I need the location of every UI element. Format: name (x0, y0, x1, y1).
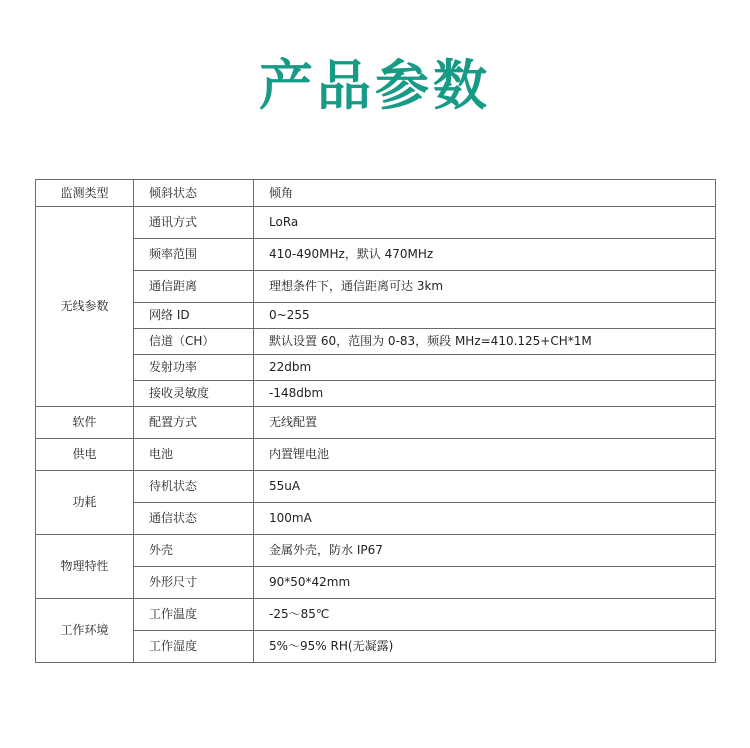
param-value-cell: 内置锂电池 (254, 439, 716, 471)
page-title: 产品参数 (259, 54, 491, 117)
param-value-cell: 100mA (254, 503, 716, 535)
param-value-cell: 22dbm (254, 355, 716, 381)
param-value-cell: 410-490MHz，默认 470MHz (254, 239, 716, 271)
param-name-cell: 工作湿度 (134, 631, 254, 663)
header-cell-monitor-type: 监测类型 (36, 180, 134, 207)
table-row (36, 535, 716, 567)
param-name-cell: 通讯方式 (134, 207, 254, 239)
param-name-cell: 通信状态 (134, 503, 254, 535)
param-name-cell: 工作温度 (134, 599, 254, 631)
table-row (36, 303, 716, 329)
table-row (36, 355, 716, 381)
param-name-cell: 接收灵敏度 (134, 381, 254, 407)
param-name-cell: 外壳 (134, 535, 254, 567)
spec-table-body (36, 180, 716, 663)
table-row (36, 329, 716, 355)
table-row (36, 207, 716, 239)
param-value-cell: 默认设置 60，范围为 0-83，频段 MHz=410.125+CH*1M (254, 329, 716, 355)
param-value-cell: 理想条件下，通信距离可达 3km (254, 271, 716, 303)
param-name-cell: 待机状态 (134, 471, 254, 503)
param-value-cell: 0~255 (254, 303, 716, 329)
param-value-cell: 90*50*42mm (254, 567, 716, 599)
param-name-cell: 电池 (134, 439, 254, 471)
header-cell-tilt-state: 倾斜状态 (134, 180, 254, 207)
category-cell: 功耗 (36, 471, 134, 535)
table-row (36, 471, 716, 503)
header-cell-tilt-angle: 倾角 (254, 180, 716, 207)
table-row (36, 599, 716, 631)
param-name-cell: 配置方式 (134, 407, 254, 439)
category-cell: 工作环境 (36, 599, 134, 663)
table-row (36, 503, 716, 535)
param-name-cell: 外形尺寸 (134, 567, 254, 599)
table-row (36, 567, 716, 599)
param-value-cell: 5%～95% RH(无凝露) (254, 631, 716, 663)
table-row (36, 631, 716, 663)
category-cell: 物理特性 (36, 535, 134, 599)
param-value-cell: 金属外壳，防水 IP67 (254, 535, 716, 567)
param-value-cell: 无线配置 (254, 407, 716, 439)
param-value-cell: 55uA (254, 471, 716, 503)
table-row (36, 271, 716, 303)
category-cell: 软件 (36, 407, 134, 439)
param-name-cell: 信道（CH） (134, 329, 254, 355)
param-name-cell: 网络 ID (134, 303, 254, 329)
table-row (36, 407, 716, 439)
param-value-cell: LoRa (254, 207, 716, 239)
param-value-cell: -148dbm (254, 381, 716, 407)
param-name-cell: 频率范围 (134, 239, 254, 271)
table-row (36, 439, 716, 471)
category-cell: 无线参数 (36, 207, 134, 407)
table-header-row (36, 180, 716, 207)
param-name-cell: 发射功率 (134, 355, 254, 381)
spec-table (35, 179, 716, 663)
param-value-cell: -25～85℃ (254, 599, 716, 631)
table-row (36, 381, 716, 407)
table-row (36, 239, 716, 271)
category-cell: 供电 (36, 439, 134, 471)
param-name-cell: 通信距离 (134, 271, 254, 303)
